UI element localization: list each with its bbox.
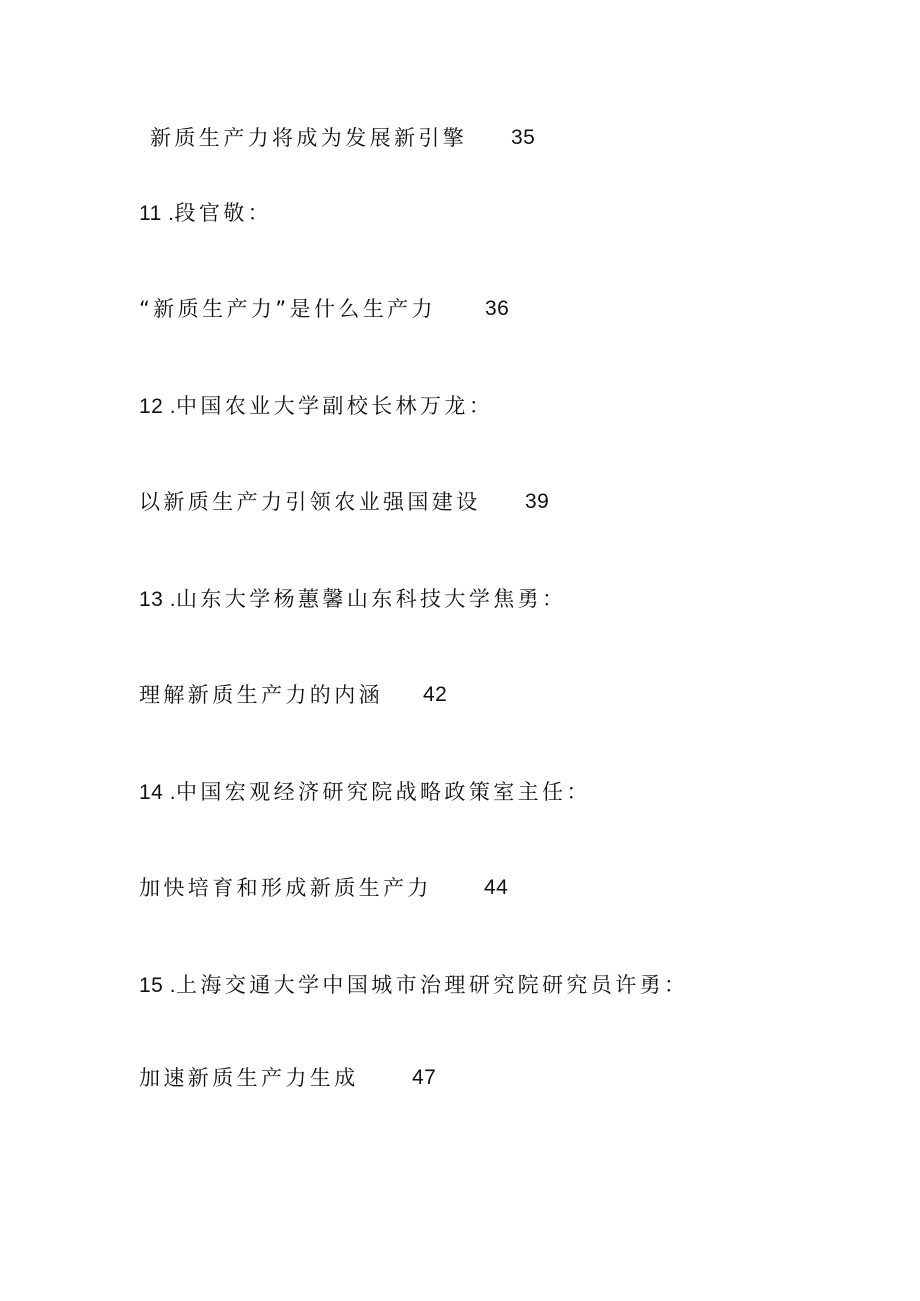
toc-entry-page: 44	[484, 876, 509, 899]
toc-heading-separator: .	[163, 781, 177, 804]
toc-heading	[139, 778, 591, 807]
toc-entry-title: 理解新质生产力的内涵	[139, 683, 383, 707]
toc-entry-page: 39	[525, 490, 550, 513]
toc-entry-page: 42	[423, 683, 448, 706]
toc-heading-author: 中国农业大学副校长林万龙：	[176, 394, 494, 418]
toc-heading	[139, 971, 688, 1000]
toc-heading-separator: .	[163, 395, 177, 418]
toc-heading-separator: .	[163, 588, 177, 611]
toc-heading-separator: .	[161, 202, 175, 225]
toc-heading-index: 14	[139, 781, 164, 804]
toc-heading-author: 山东大学杨蕙馨山东科技大学焦勇：	[176, 587, 567, 611]
toc-entry-page: 47	[412, 1066, 437, 1089]
toc-heading-author: 中国宏观经济研究院战略政策室主任：	[176, 780, 591, 804]
toc-heading-index: 12	[139, 395, 164, 418]
toc-heading	[139, 199, 272, 228]
toc-entry-title: 加速新质生产力生成	[139, 1066, 359, 1090]
toc-heading-index: 13	[139, 588, 164, 611]
toc-entry-title: “新质生产力”是什么生产力	[139, 297, 436, 321]
toc-entry-title: 加快培育和形成新质生产力	[139, 876, 432, 900]
toc-heading-author: 段官敬：	[174, 201, 273, 225]
toc-heading-index: 11	[139, 202, 162, 225]
toc-heading	[139, 585, 566, 614]
toc-entry-page: 35	[511, 126, 536, 149]
toc-heading-index: 15	[139, 974, 164, 997]
toc-entry-page: 36	[485, 297, 510, 320]
toc-entry-title: 新质生产力将成为发展新引擎	[150, 126, 468, 150]
toc-heading-separator: .	[163, 974, 177, 997]
toc-heading-author: 上海交通大学中国城市治理研究院研究员许勇：	[176, 973, 689, 997]
toc-entry-title: 以新质生产力引领农业强国建设	[139, 490, 481, 514]
toc-heading	[139, 392, 493, 421]
